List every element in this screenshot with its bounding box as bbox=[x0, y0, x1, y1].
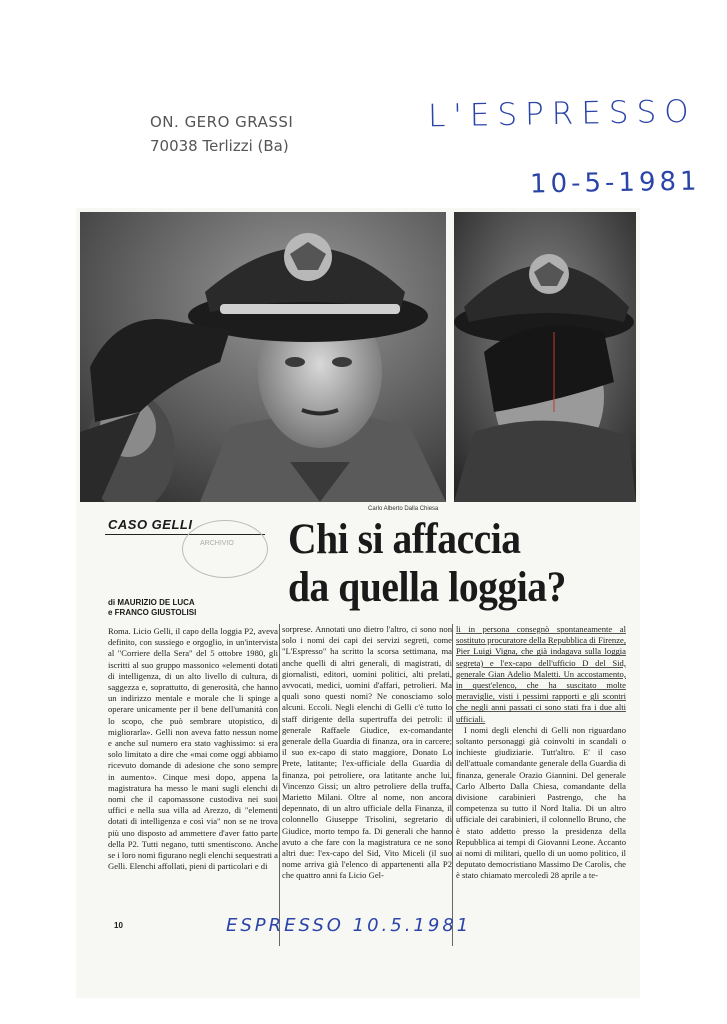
archive-seal-text: ARCHIVIO bbox=[200, 540, 234, 547]
handwritten-date: 10-5-1981 bbox=[529, 166, 701, 200]
handwritten-footer: ESPRESSO 10.5.1981 bbox=[226, 915, 472, 936]
column-3-paragraph-2: I nomi degli elenchi di Gelli non riguardano soltanto personaggi già coinvolti in scandali o inchieste giudiziarie. Tutt'altro. E' il caso dell'attuale comandante generale della Guardia di finanza, generale Orazio Giannini. Del generale Carlo Alberto Dalla Chiesa, comandante della divisione carabinieri Pastrengo, che ha competenza su tutto il Nord Italia. Di un altro ufficiale dei carabinieri, il colonnello Bruno, che è stato addetto presso la presidenza della Repubblica ai tempi di Giovanni Leone. Accanto ai nomi di militari, quello di un uomo politico, il deputato democristiano Massimo De Carolis, che è stato chiamato mercoledì 28 aprile a te- bbox=[456, 724, 626, 881]
column-divider-1 bbox=[279, 624, 280, 946]
column-divider-2 bbox=[452, 624, 453, 946]
article-kicker: CASO GELLI bbox=[108, 517, 193, 532]
stamp-address: 70038 Terlizzi (Ba) bbox=[150, 137, 289, 155]
page-number: 10 bbox=[114, 921, 123, 930]
column-1-text: Roma. Licio Gelli, il capo della loggia P2, aveva definito, con sussiego e orgoglio, in un'intervista al "Corriere della Sera" del 5 ottobre 1980, gli iscritti al suo gruppo massonico «elementi dotati di intelligenza, di un alto livello di cultura, di saggezza e, soprattutto, di generosità, che hanno un indirizzo mentale e morale che li spinge a operare unicamente per il bene dell'umanità con lo scopo, che può sembrare utopistico, di migliorarla». Gelli non aveva fatto nessun nome e anche sul numero era stato vaghissimo: si era solo limitato a dire che «mai come oggi abbiamo ricevuto domande di adesione che sono sempre in aumento». Cinque mesi dopo, appena la magistratura ha messo le mani sugli elenchi di nomi che il capomassone custodiva nei suoi uffici e nella sua villa ad Arezzo, di "elementi dotati di intelligenza e così via" non se ne trova più uno disposto ad ammettere d'aver fatto parte della P2. Tutti negano, tutti smentiscono. Anche se i loro nomi figurano negli elenchi sequestrati a Gelli. Elenchi affollati, pieni di particolari e di bbox=[108, 626, 278, 872]
article-headline bbox=[288, 516, 601, 612]
stamp-name: ON. GERO GRASSI bbox=[150, 113, 294, 131]
handwritten-publication: L'ESPRESSO bbox=[427, 93, 697, 135]
photo-illustration bbox=[80, 212, 446, 502]
headline-line-2: da quella loggia? bbox=[288, 564, 566, 611]
photo-caption: Carlo Alberto Dalla Chiesa bbox=[368, 506, 439, 512]
photo-officer-saluting bbox=[80, 212, 446, 502]
article-column-1 bbox=[108, 626, 278, 872]
column-3-paragraph-1: li in persona consegnò spontaneamente al sostituto procuratore della Repubblica di Firenze, Pier Luigi Vigna, che già indagava sulla loggia segreta) e l'ex-capo dell'ufficio D del Sid, generale Gian Adelio Maletti. Un accostamento, in quest'elenco, che ha suscitato molte meraviglie, visti i pessimi rapporti e gli scontri che negli anni passati ci sono stati fra i due alti ufficiali. bbox=[456, 624, 626, 724]
photo-officer-saluting-side bbox=[454, 212, 636, 502]
headline-line-1: Chi si affaccia bbox=[288, 516, 521, 563]
photo-side-illustration bbox=[454, 212, 636, 502]
article-column-2 bbox=[282, 624, 452, 882]
article-byline bbox=[108, 598, 196, 618]
byline-line-2: e FRANCO GIUSTOLISI bbox=[108, 608, 197, 617]
column-2-text: sorprese. Annotati uno dietro l'altro, ci sono non solo i nomi dei capi dei servizi segreti, come "L'Espresso" ha scritto la scorsa settimana, ma anche quelli di altri generali, di magistrati, di giornalisti, editori, uomini politici, alti prelati, avvocati, medici, uomini d'affari, petrolieri. Ma quali sono questi nomi? Ne conosciamo solo alcuni. Eccoli. Negli elenchi di Gelli c'è tutto lo staff dirigente della supertruffa dei petroli: il generale Raffaele Giudice, ex-comandante generale della Guardia di finanza, ora in carcere; il suo ex-capo di stato maggiore, Donato Lo Prete, latitante; l'ex-ufficiale della Guardia di finanza, poi petroliere, ora latitante anche lui, Vincenzo Gissi; un altro petroliere della truffa, Marietto Milani. Oltre al nome, non ancora depennato, di un altro ufficiale della Finanza, il colonnello Giuseppe Trisolini, segretario di Giudice, morto tempo fa. Di generali che hanno avuto a che fare con la magistratura ce ne sono altri due: l'ex-capo del Sid, Vito Miceli (il suo nome arriva già l'elenco di appartenenti alla P2 che quattro anni fa Licio Gel- bbox=[282, 624, 452, 881]
byline-line-1: di MAURIZIO DE LUCA bbox=[108, 598, 195, 607]
archive-seal bbox=[182, 520, 268, 578]
article-column-3 bbox=[456, 624, 626, 882]
